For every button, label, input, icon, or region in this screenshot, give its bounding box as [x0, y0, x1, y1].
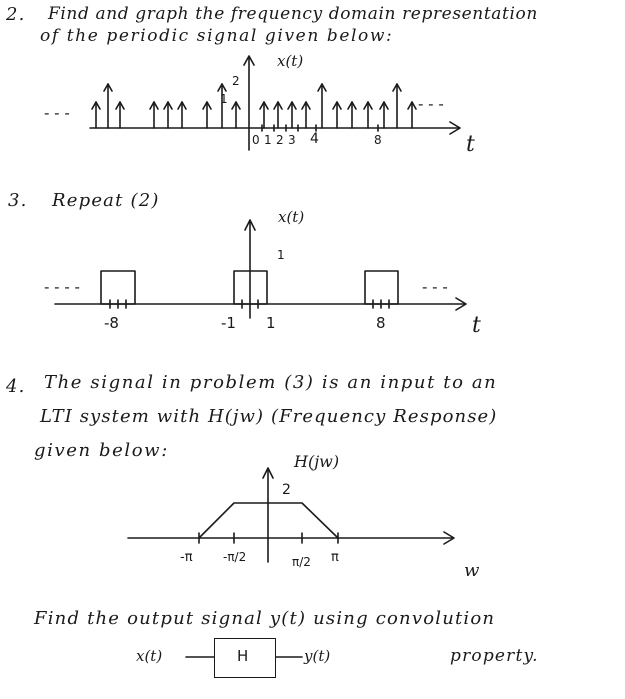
p2-dots-left: - - -: [44, 104, 70, 122]
p2-axis-t: t: [466, 132, 477, 157]
p3-tick-minus-8: -8: [104, 314, 119, 332]
tick-label-minus-pi: -π: [180, 550, 193, 565]
p2-signal-label: x(t): [277, 52, 304, 70]
p2-tick-2: 2: [276, 133, 284, 147]
problem-2-number: 2.: [6, 4, 26, 25]
frequency-response-plot: [128, 468, 454, 562]
problem-4-line-1: The signal in problem (3) is an input to an: [44, 372, 498, 393]
p3-amplitude-1: 1: [277, 248, 285, 262]
p2-amplitude-1: 1: [220, 92, 228, 106]
block-input-label: x(t): [136, 647, 163, 665]
p2-tick-3: 3: [288, 133, 296, 147]
system-block-label: H: [237, 647, 249, 665]
problem-4-line-3: given below:: [34, 440, 169, 461]
tick-label-minus-pi-half: -π/2: [223, 550, 247, 564]
pulse-at-8: [365, 271, 398, 304]
tick-label-pi-half: π/2: [292, 555, 311, 569]
p3-tick-1: 1: [266, 314, 276, 332]
problem-4-line-2: LTI system with H(jw) (Frequency Response): [40, 406, 498, 427]
block-output-label: y(t): [304, 647, 331, 665]
problem-3-title: Repeat (2): [52, 190, 160, 211]
p3-signal-label: x(t): [278, 208, 305, 226]
h-jw-label: H(jw): [294, 452, 340, 471]
p2-tick-8: 8: [374, 133, 382, 147]
p3-axis-t: t: [472, 313, 483, 338]
p2-amplitude-2: 2: [232, 74, 240, 88]
p2-tick-0: 0: [252, 133, 260, 147]
p2-tick-1: 1: [264, 133, 272, 147]
problem-3-number: 3.: [8, 190, 28, 211]
problem-2-line-1: Find and graph the frequency domain representation: [48, 4, 538, 24]
p2-tick-4: 4: [310, 131, 319, 147]
property-word: property.: [450, 646, 539, 666]
p2-impulses: [92, 84, 416, 131]
impulse-train-plot: [90, 56, 460, 150]
problem-2-line-2: of the periodic signal given below:: [40, 26, 394, 46]
pulse-at-minus-8: [101, 271, 135, 304]
problem-4-number: 4.: [6, 376, 26, 397]
p2-dots-right: - - -: [418, 95, 444, 113]
p3-tick-minus-1: -1: [221, 314, 236, 332]
tick-label-pi: π: [331, 550, 339, 565]
find-output-line: Find the output signal y(t) using convolution: [34, 608, 496, 629]
p3-dots-left: - - - -: [44, 278, 80, 296]
p4-amplitude-2: 2: [282, 482, 291, 498]
pulse-train-plot: [55, 220, 466, 318]
p3-tick-8: 8: [376, 314, 386, 332]
w-axis-label: w: [464, 560, 481, 581]
p3-dots-right: - - -: [422, 278, 448, 296]
